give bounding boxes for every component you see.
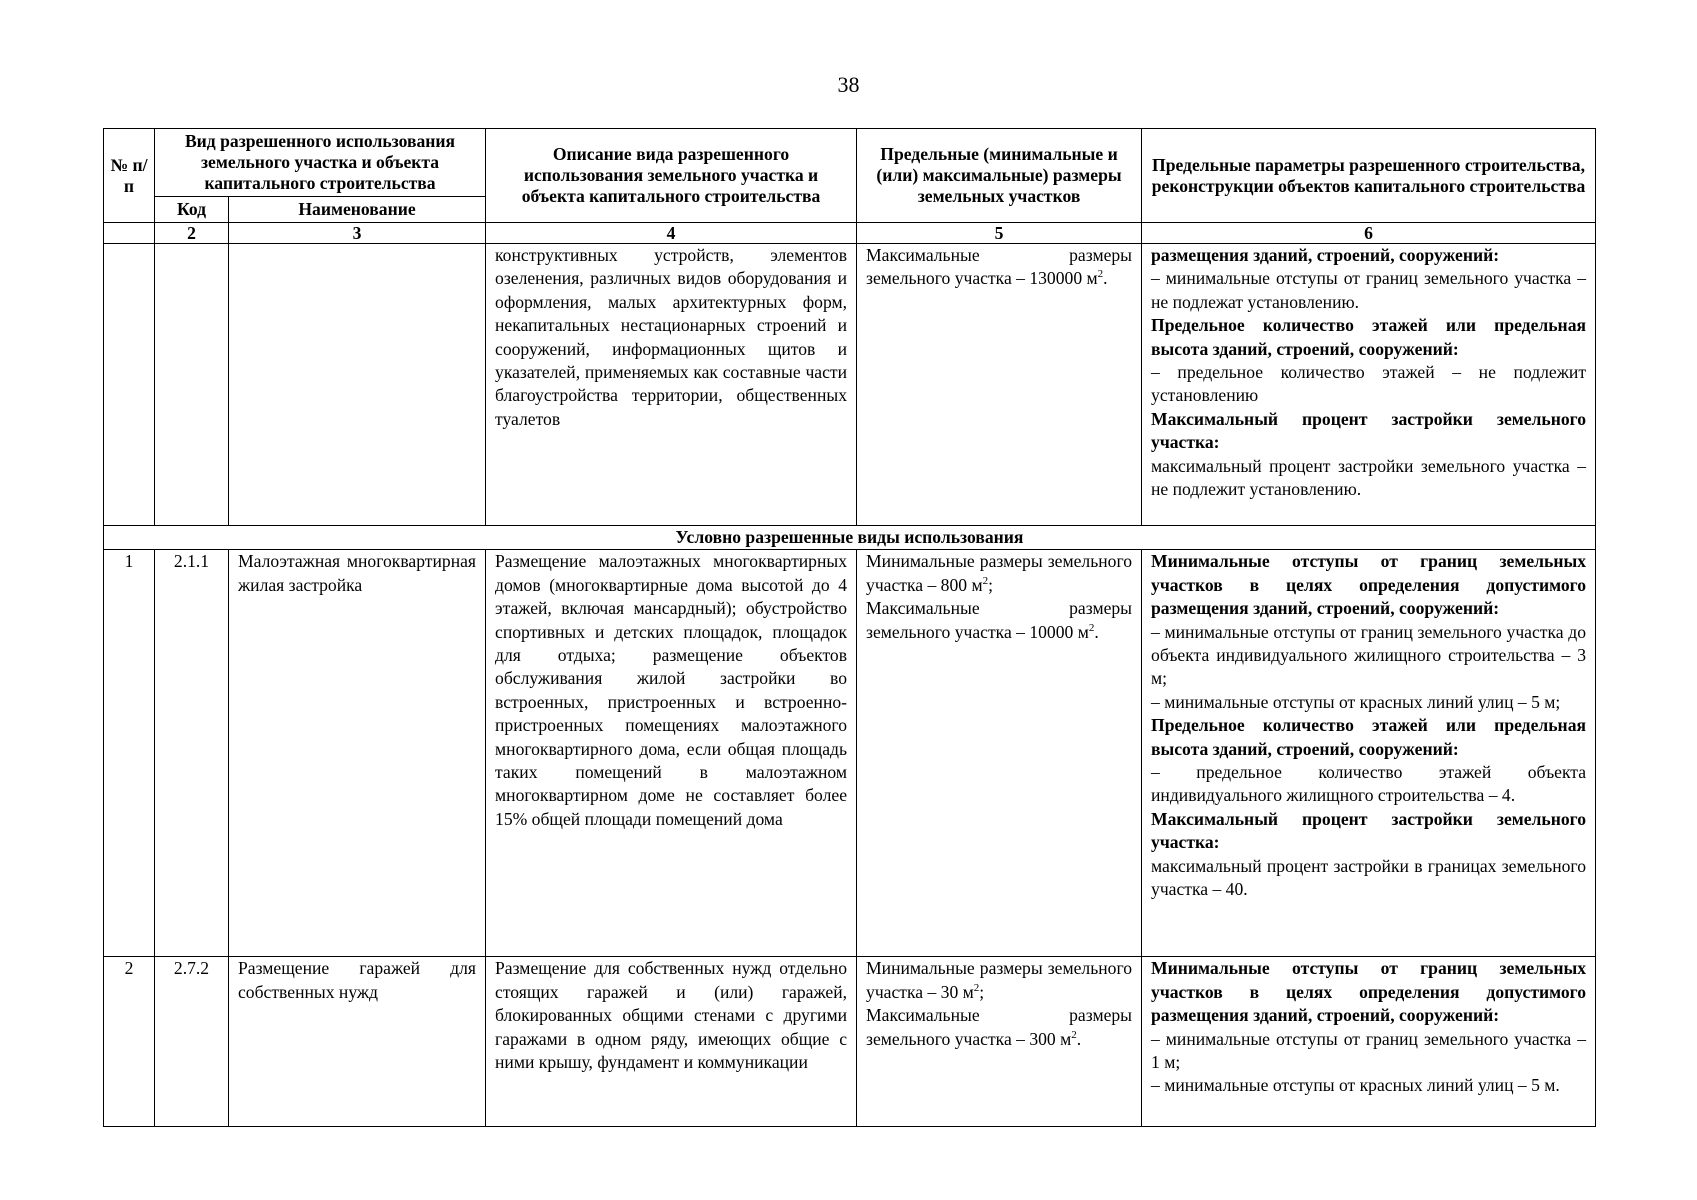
size-text: Минимальные размеры земельного участка – 30 м — [866, 958, 1133, 1002]
row-1-description: Размещение малоэтажных многоквартирных домов (многоквартирные дома высотой до 4 этажей, включая мансардный); обустройство спортивных и детских площадок, площадок для отдыха; размещение объектов обслуживания жилой застройки во встроенных, пристроенных и встроенно-пристроенных помещениях малоэтажного многоквартирного дома, если общая площадь таких помещений в малоэтажном многоквартирном доме не составляет более 15% общей площади помещений дома — [486, 550, 857, 957]
row-2-description: Размещение для собственных нужд отдельно стоящих гаражей и (или) гаражей, блокированных общими стенами с другими гаражами в одном ряду, имеющих общие с ними крышу, фундамент и коммуникации — [486, 957, 857, 1127]
section-title: Условно разрешенные виды использования — [104, 526, 1596, 550]
size-unit-sup: 2 — [973, 981, 980, 994]
header-num-4: 4 — [486, 223, 857, 244]
size-tail: ; — [988, 574, 993, 595]
header-num-5: 5 — [857, 223, 1142, 244]
land-use-table — [103, 128, 1596, 1127]
size-unit-sup: 2 — [1088, 621, 1095, 634]
row-1-param-line: – минимальные отступы от красных линий улиц – 5 м; — [1151, 691, 1561, 712]
cont-param-line: размещения зданий, строений, сооружений: — [1151, 245, 1500, 265]
size-text: Максимальные размеры земельного участка – 300 м — [866, 1005, 1133, 1049]
row-2-param-line: Минимальные отступы от границ земельных участков в целях определения допустимого размещения зданий, строений, сооружений: — [1151, 958, 1587, 1026]
row-1-code: 2.1.1 — [155, 550, 229, 957]
cont-param-line: максимальный процент застройки земельного участка – не подлежит установлению. — [1151, 455, 1587, 500]
row-1-sizes — [857, 550, 1142, 957]
header-num-2: 2 — [155, 223, 229, 244]
row-1-param-line: Максимальный процент застройки земельного участка: — [1151, 808, 1587, 853]
size-line — [866, 1004, 1132, 1051]
row-2-code: 2.7.2 — [155, 957, 229, 1127]
row-2-sizes — [857, 957, 1142, 1127]
cont-params-cell — [1142, 244, 1596, 526]
row-1-param-line: – предельное количество этажей объекта индивидуального жилищного строительства – 4. — [1151, 762, 1587, 806]
size-text: Максимальные размеры земельного участка – 10000 м — [866, 598, 1133, 642]
size-tail: ; — [979, 981, 985, 1002]
page-number: 38 — [837, 72, 860, 97]
table-row — [104, 957, 1596, 1127]
cont-param-line: – предельное количество этажей – не подлежит установлению — [1151, 362, 1587, 406]
row-1-no: 1 — [104, 550, 155, 957]
header-num-6: 6 — [1142, 223, 1596, 244]
row-2-param-line: – минимальные отступы от границ земельного участка – 1 м; — [1151, 1028, 1587, 1073]
table-row — [104, 550, 1596, 957]
cont-param-line: – минимальные отступы от границ земельного участка – не подлежат установлению. — [1151, 268, 1587, 312]
cont-sizes-sup: 2 — [1097, 268, 1104, 281]
size-unit-sup: 2 — [1071, 1028, 1077, 1041]
row-2-no: 2 — [104, 957, 155, 1127]
table-row-continuation — [104, 244, 1596, 526]
header-description: Описание вида разрешенного использования земельного участка и объекта капитального строительства — [486, 129, 857, 223]
size-line — [866, 597, 1132, 644]
row-1-param-line: максимальный процент застройки в границах земельного участка – 40. — [1151, 855, 1587, 900]
size-unit-sup: 2 — [982, 574, 989, 587]
row-2-param-line: – минимальные отступы от красных линий улиц – 5 м. — [1151, 1075, 1560, 1096]
row-1-param-line: Минимальные отступы от границ земельных участков в целях определения допустимого размещения зданий, строений, сооружений: — [1151, 551, 1587, 619]
header-name: Наименование — [229, 197, 486, 223]
size-line — [866, 957, 1132, 1004]
size-tail: . — [1094, 621, 1099, 642]
header-code: Код — [155, 197, 229, 223]
header-kind-group: Вид разрешенного использования земельного участка и объекта капитального строительства — [155, 129, 486, 197]
header-num-1 — [104, 223, 155, 244]
cont-name-cell — [229, 244, 486, 526]
size-tail: . — [1076, 1028, 1082, 1049]
cont-code-cell — [155, 244, 229, 526]
header-num-3: 3 — [229, 223, 486, 244]
row-2-params — [1142, 957, 1596, 1127]
row-1-param-line: – минимальные отступы от границ земельного участка до объекта индивидуального жилищного строительства – 3 м; — [1151, 621, 1587, 689]
header-sizes: Предельные (минимальные и (или) максимальные) размеры земельных участков — [857, 129, 1142, 223]
row-1-name: Малоэтажная многоквартирная жилая застройка — [229, 550, 486, 957]
row-2-name: Размещение гаражей для собственных нужд — [229, 957, 486, 1127]
cont-param-line: Максимальный процент застройки земельного участка: — [1151, 408, 1587, 453]
cont-no-cell — [104, 244, 155, 526]
cont-sizes-text: Максимальные размеры земельного участка – 130000 м — [866, 245, 1133, 289]
header-params: Предельные параметры разрешенного строительства, реконструкции объектов капитального строительства — [1142, 129, 1596, 223]
header-no: № п/ п — [104, 129, 155, 223]
cont-sizes-tail: . — [1103, 268, 1108, 289]
row-1-params — [1142, 550, 1596, 957]
cont-sizes-cell — [857, 244, 1142, 526]
section-row — [104, 526, 1596, 550]
size-line — [866, 550, 1132, 597]
cont-param-line: Предельное количество этажей или предельная высота зданий, строений, сооружений: — [1151, 315, 1587, 359]
size-text: Минимальные размеры земельного участка – 800 м — [866, 551, 1133, 595]
cont-description-cell: конструктивных устройств, элементов озеленения, различных видов оборудования и оформления, малых архитектурных форм, некапитальных нестационарных строений и сооружений, информационных щитов и указателей, применяемых как составные части благоустройства территории, общественных туалетов — [486, 244, 857, 526]
row-1-param-line: Предельное количество этажей или предельная высота зданий, строений, сооружений: — [1151, 715, 1587, 759]
